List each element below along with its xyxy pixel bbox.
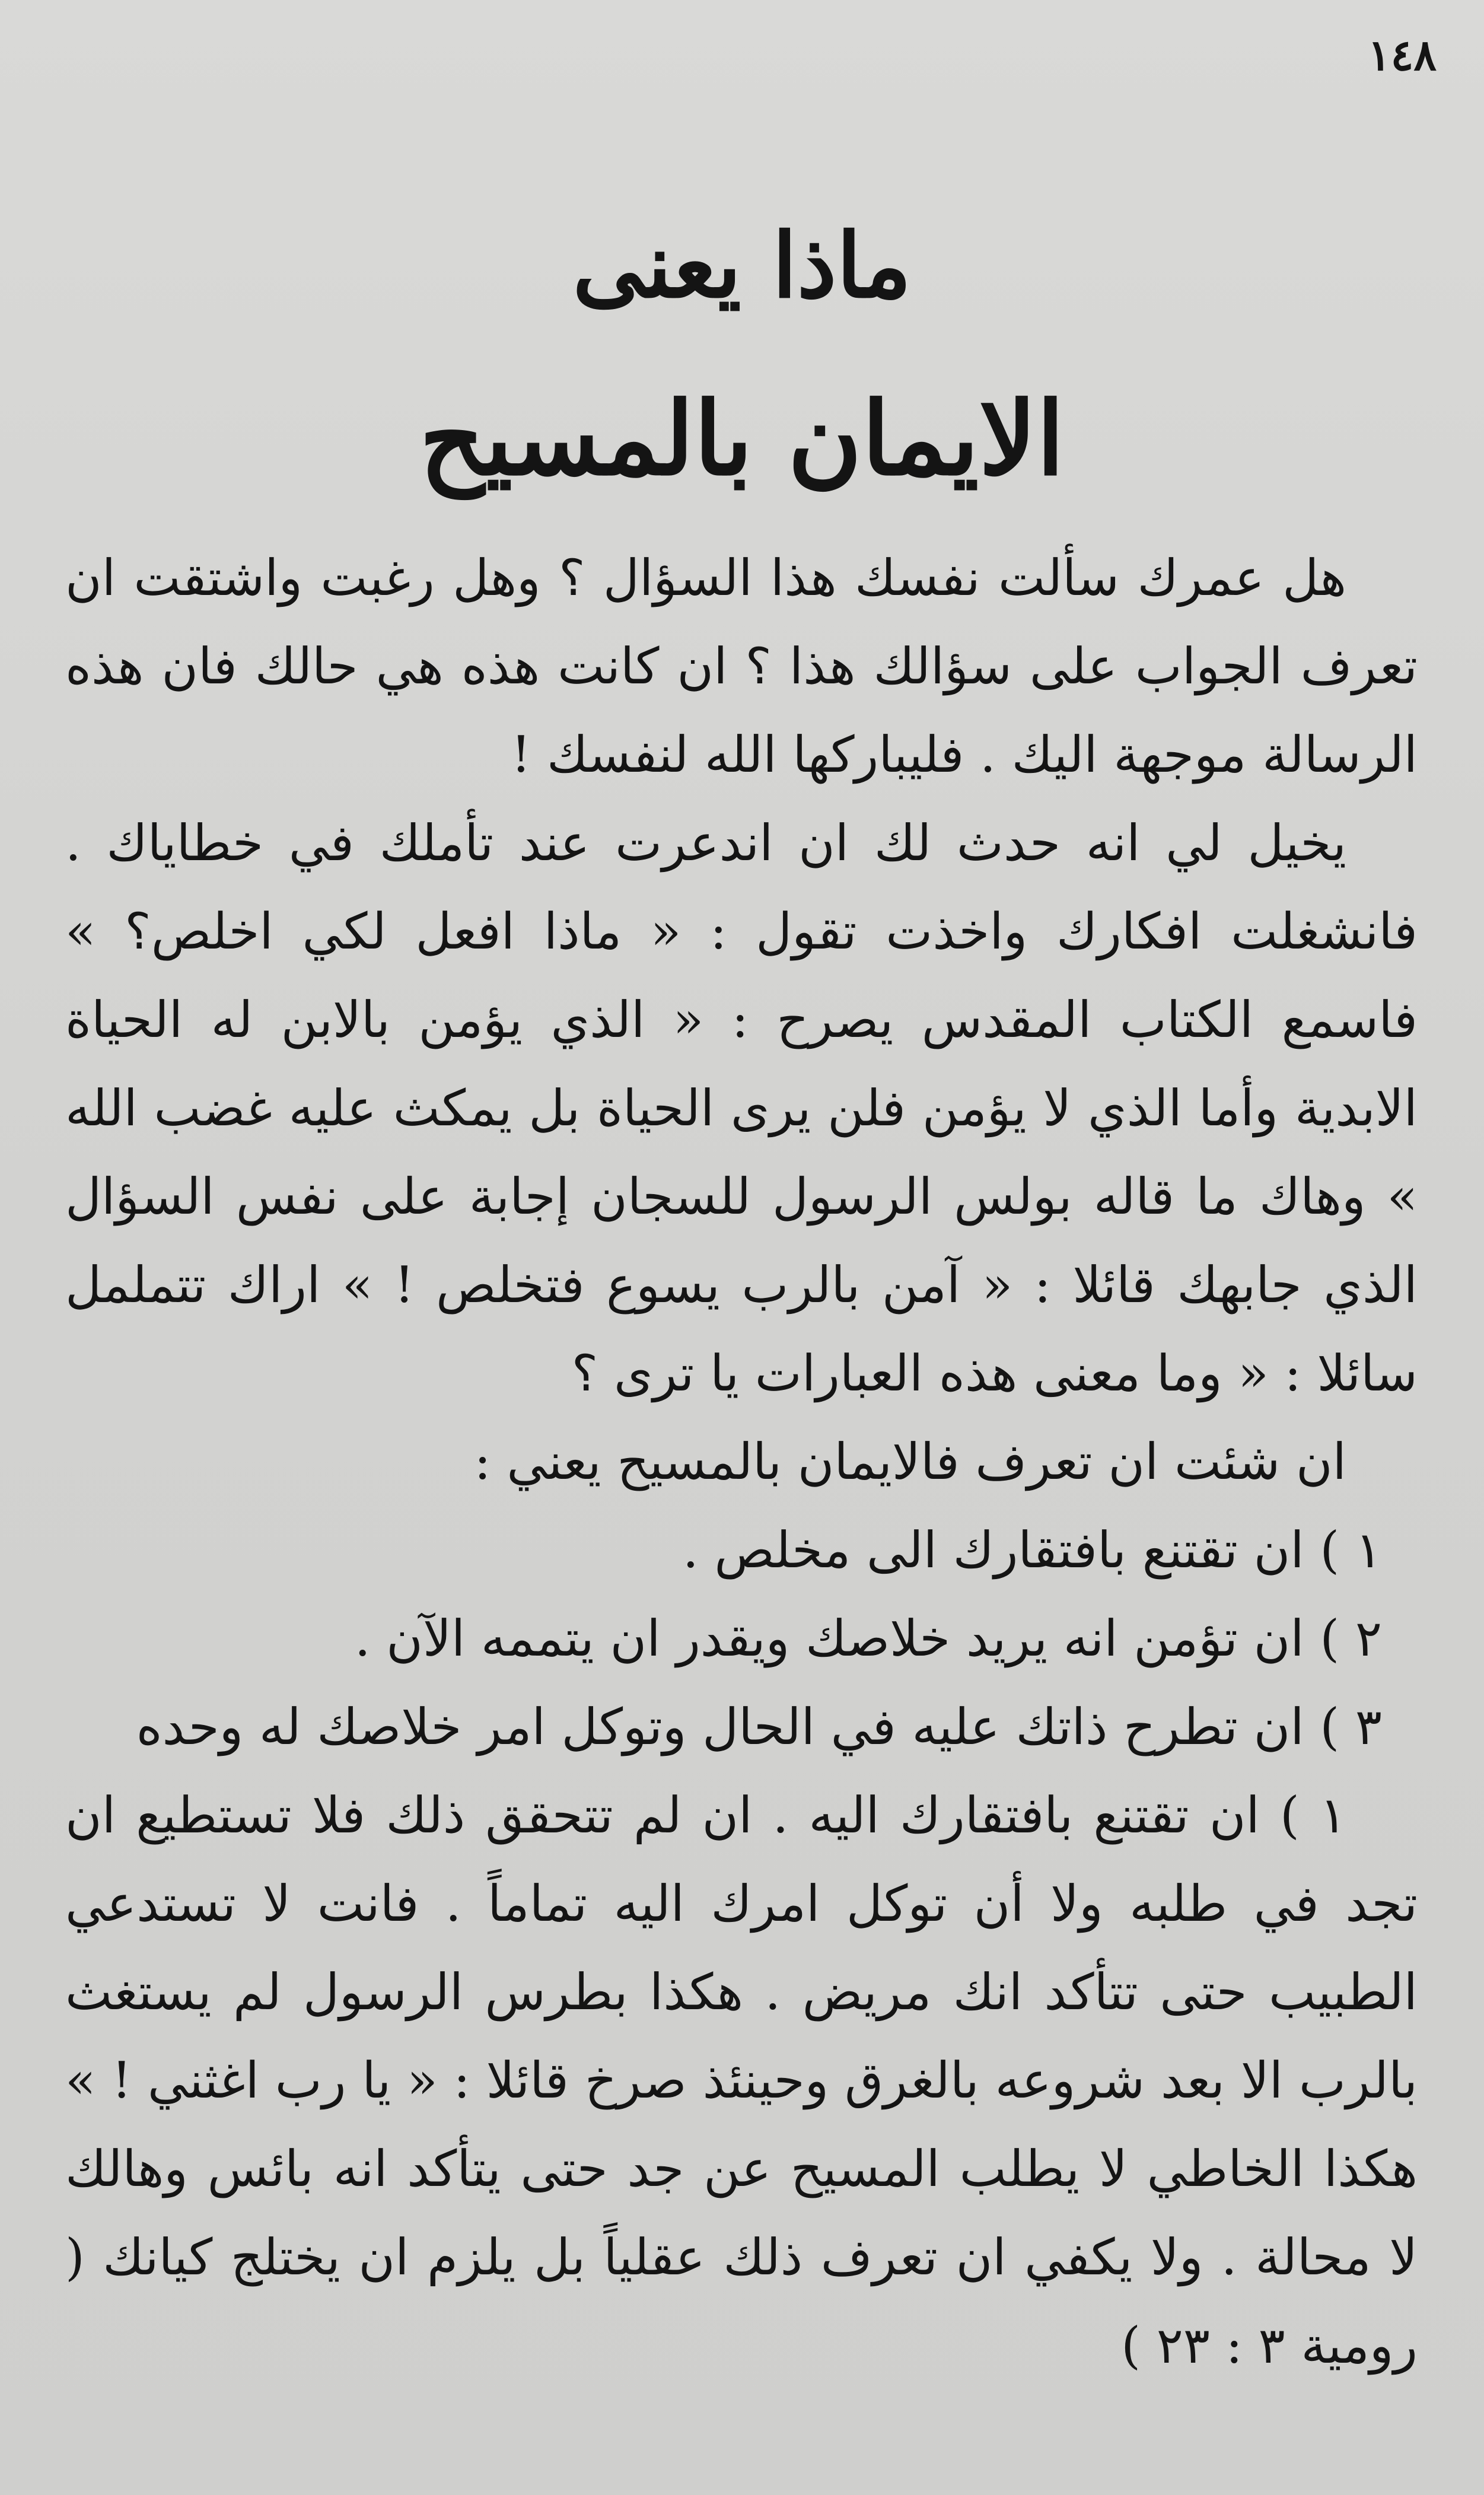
paragraph-closing: ١ ) ان تقتنع بافتقارك اليه . ان لم تتحقق ذلك فلا تستطيع ان تجد في طلبه ولا أن توكل امرك اليه تماماً . فانت لا تستدعي الطبيب حتى تتأكد انك مريض . هكذا بطرس الرسول لم يستغث بالرب الا بعد شروعه بالغرق وحينئذ صرخ قائلا : « يا رب اغثني ! » هكذا الخاطي لا يطلب المسيح عن جد حتى يتأكد انه بائس وهالك لا محالة . ولا يكفي ان تعرف ذلك عقلياً بل يلزم ان يختلج كيانك ( رومية ٣ : ٢٣ ): [65, 1786, 1418, 2375]
paragraph-intro: هل عمرك سألت نفسك هذا السؤال ؟ وهل رغبت واشتقت ان تعرف الجواب على سؤالك هذا ؟ ان كانت هذه هي حالك فان هذه الرسالة موجهة اليك . فليباركها الله لنفسك !: [65, 549, 1418, 784]
list-item: ٣ ) ان تطرح ذاتك عليه في الحال وتوكل امر خلاصك له وحده: [136, 1698, 1382, 1756]
title-line-1: ماذا يعنى: [572, 214, 912, 318]
title-line-2: الايمان بالمسيح: [419, 380, 1065, 498]
paragraph-meaning-intro: ان شئت ان تعرف فالايمان بالمسيح يعني :: [474, 1433, 1346, 1491]
list-item: ١ ) ان تقتنع بافتقارك الى مخلص .: [682, 1521, 1382, 1579]
list-item: ٢ ) ان تؤمن انه يريد خلاصك ويقدر ان يتممه الآن .: [354, 1609, 1382, 1667]
paragraph-question: يخيل لي انه حدث لك ان اندعرت عند تأملك في خطاياك . فانشغلت افكارك واخذت تقول : « ماذا افعل لكي اخلص؟ » فاسمع الكتاب المقدس يصرح : « الذي يؤمن بالابن له الحياة الابدية وأما الذي لا يؤمن فلن يرى الحياة بل يمكث عليه غضب الله » وهاك ما قاله بولس الرسول للسجان إجابة على نفس السؤال الذي جابهك قائلا : « آمن بالرب يسوع فتخلص ! » اراك تتململ سائلا : « وما معنى هذه العبارات يا ترى ؟: [65, 814, 1418, 1402]
page-number: ١٤٨: [1367, 30, 1437, 80]
body-text: [65, 534, 1418, 2390]
